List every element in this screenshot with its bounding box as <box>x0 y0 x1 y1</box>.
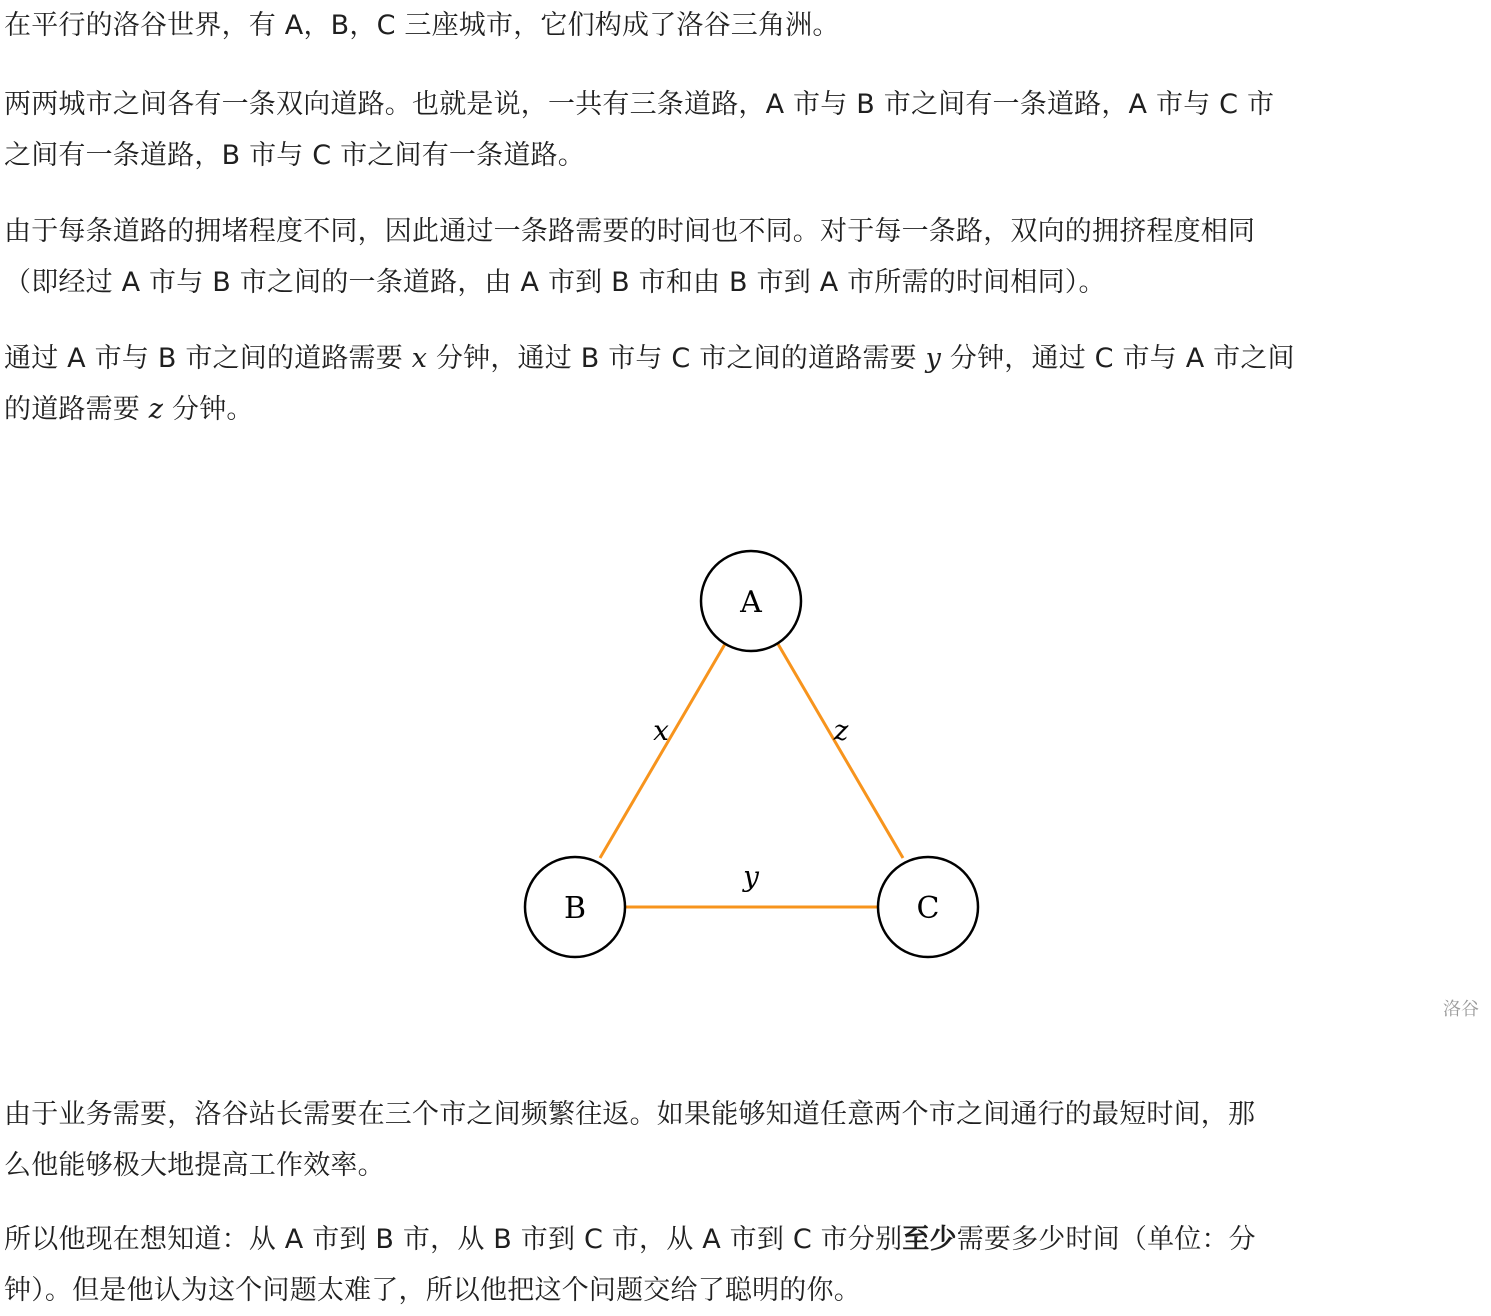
edge-ab-label: x <box>653 714 669 747</box>
paragraph-intro <box>4 0 1484 51</box>
times-text-b: 分钟，通过 B 市与 C 市之间的道路需要 <box>427 343 926 374</box>
question-bold-at-least: 至少 <box>902 1224 957 1255</box>
math-x: x <box>411 343 428 374</box>
times-text-e: 分钟。 <box>163 394 254 425</box>
math-z: z <box>148 394 164 425</box>
node-c <box>878 857 978 957</box>
paragraph-business-line2: 么他能够极大地提高工作效率。 <box>4 1150 385 1181</box>
edge-ab <box>600 644 725 858</box>
question-text-b: 需要多少时间（单位：分 <box>956 1224 1256 1255</box>
math-y: y <box>925 343 942 374</box>
triangle-diagram <box>0 540 1491 1040</box>
times-text-c: 分钟，通过 C 市与 A 市之间 <box>941 343 1295 374</box>
paragraph-business <box>4 1089 1484 1191</box>
paragraph-times <box>4 333 1484 435</box>
question-text-a: 所以他现在想知道：从 A 市到 B 市，从 B 市到 C 市，从 A 市到 C 市分别 <box>4 1224 903 1255</box>
node-c-label: C <box>916 891 940 926</box>
node-b-label: B <box>563 891 587 926</box>
triangle-diagram-svg <box>0 540 1491 1040</box>
question-line2: 钟）。但是他认为这个问题太难了，所以他把这个问题交给了聪明的你。 <box>4 1275 861 1306</box>
luogu-watermark: 洛谷 <box>1443 999 1479 1020</box>
paragraph-roads-line1: 两两城市之间各有一条双向道路。也就是说，一共有三条道路，A 市与 B 市之间有一条道路，A 市与 C 市 <box>4 89 1275 120</box>
paragraph-question <box>4 1214 1484 1316</box>
edge-ac-label: z <box>833 714 849 747</box>
node-b <box>525 857 625 957</box>
edge-bc-label: y <box>743 860 759 893</box>
times-text-d: 的道路需要 <box>4 394 149 425</box>
paragraph-roads <box>4 79 1484 181</box>
edge-ac <box>778 644 903 858</box>
paragraph-intro-text: 在平行的洛谷世界，有 A，B，C 三座城市，它们构成了洛谷三角洲。 <box>4 10 840 41</box>
node-a-label: A <box>740 585 762 620</box>
paragraph-congestion-line2: （即经过 A 市与 B 市之间的一条道路，由 A 市到 B 市和由 B 市到 A 市所需的时间相同）。 <box>4 267 1106 298</box>
times-text-a: 通过 A 市与 B 市之间的道路需要 <box>4 343 412 374</box>
paragraph-congestion <box>4 206 1484 308</box>
node-a <box>701 551 801 651</box>
paragraph-business-line1: 由于业务需要，洛谷站长需要在三个市之间频繁往返。如果能够知道任意两个市之间通行的最短时间，那 <box>4 1099 1256 1130</box>
paragraph-roads-line2: 之间有一条道路，B 市与 C 市之间有一条道路。 <box>4 140 585 171</box>
paragraph-congestion-line1: 由于每条道路的拥堵程度不同，因此通过一条路需要的时间也不同。对于每一条路，双向的拥挤程度相同 <box>4 216 1256 247</box>
